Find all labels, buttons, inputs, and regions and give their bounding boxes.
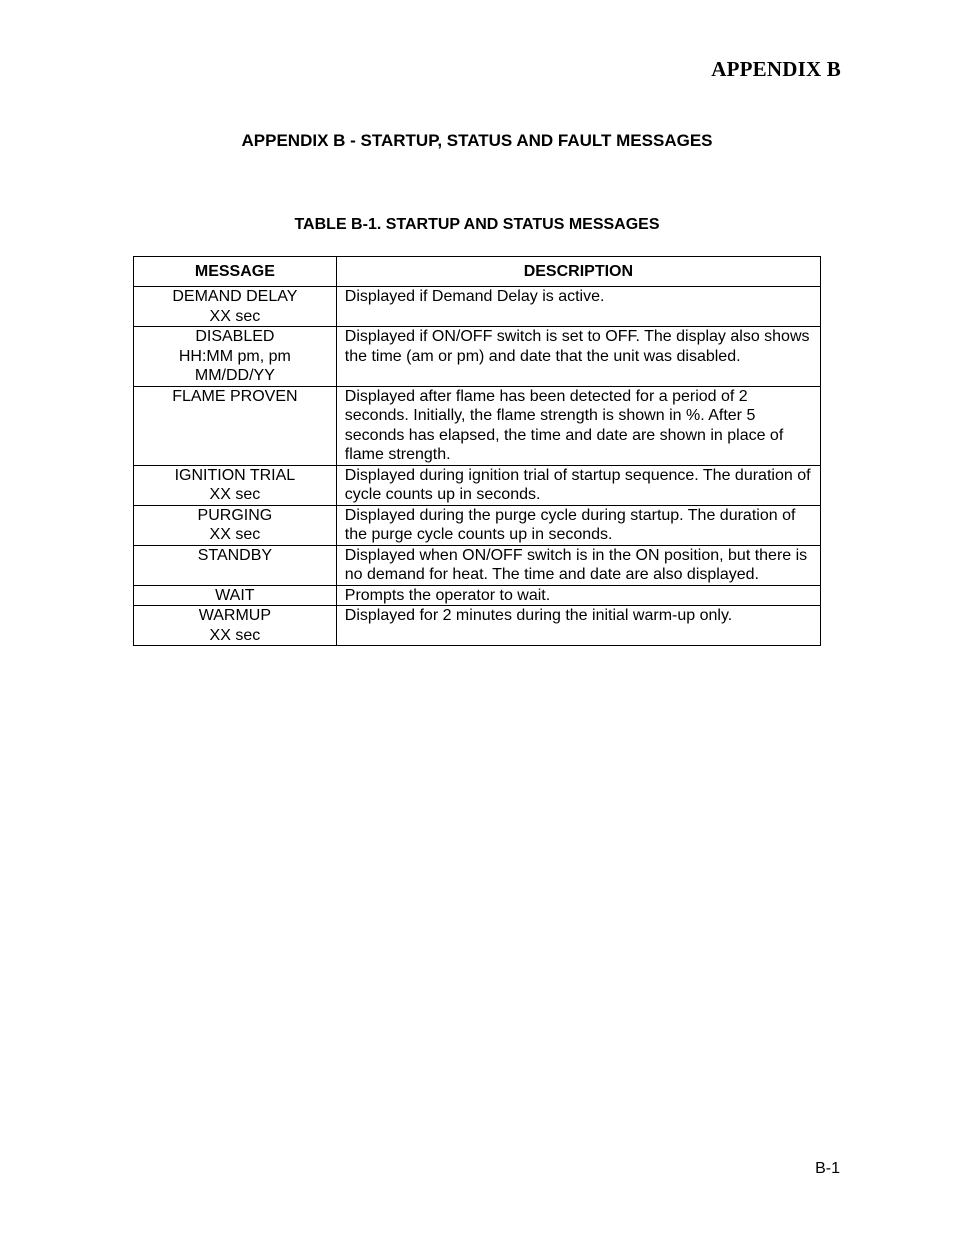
table-row [134, 545, 821, 585]
table-row [134, 585, 821, 606]
table-row [134, 606, 821, 646]
table-title: TABLE B-1. STARTUP AND STATUS MESSAGES [294, 216, 660, 233]
page-number: B-1 [815, 1160, 840, 1177]
message-cell: WAIT [134, 585, 337, 606]
table-row [134, 327, 821, 387]
message-cell: DEMAND DELAY XX sec [134, 287, 337, 327]
description-cell: Displayed if Demand Delay is active. [336, 287, 820, 327]
table-row [134, 465, 821, 505]
page-title: APPENDIX B - STARTUP, STATUS AND FAULT MESSAGES [241, 131, 713, 150]
messages-table [133, 256, 821, 646]
description-cell: Displayed during the purge cycle during startup. The duration of the purge cycle counts up in seconds. [336, 505, 820, 545]
appendix-header: APPENDIX B [711, 57, 841, 81]
column-header-message: MESSAGE [134, 257, 337, 287]
description-cell: Displayed for 2 minutes during the initial warm-up only. [336, 606, 820, 646]
column-header-description: DESCRIPTION [336, 257, 820, 287]
description-cell: Displayed when ON/OFF switch is in the ON position, but there is no demand for heat. The time and date are also displayed. [336, 545, 820, 585]
table-row [134, 287, 821, 327]
message-cell: STANDBY [134, 545, 337, 585]
description-cell: Displayed if ON/OFF switch is set to OFF. The display also shows the time (am or pm) and date that the unit was disabled. [336, 327, 820, 387]
message-cell: IGNITION TRIAL XX sec [134, 465, 337, 505]
description-cell: Displayed during ignition trial of startup sequence. The duration of cycle counts up in seconds. [336, 465, 820, 505]
table-header-row [134, 257, 821, 287]
message-cell: DISABLED HH:MM pm, pm MM/DD/YY [134, 327, 337, 387]
message-cell: FLAME PROVEN [134, 386, 337, 465]
message-cell: PURGING XX sec [134, 505, 337, 545]
table-row [134, 386, 821, 465]
table-row [134, 505, 821, 545]
description-cell: Displayed after flame has been detected for a period of 2 seconds. Initially, the flame strength is shown in %. After 5 seconds has elapsed, the time and date are shown in place of flame strength. [336, 386, 820, 465]
description-cell: Prompts the operator to wait. [336, 585, 820, 606]
message-cell: WARMUP XX sec [134, 606, 337, 646]
